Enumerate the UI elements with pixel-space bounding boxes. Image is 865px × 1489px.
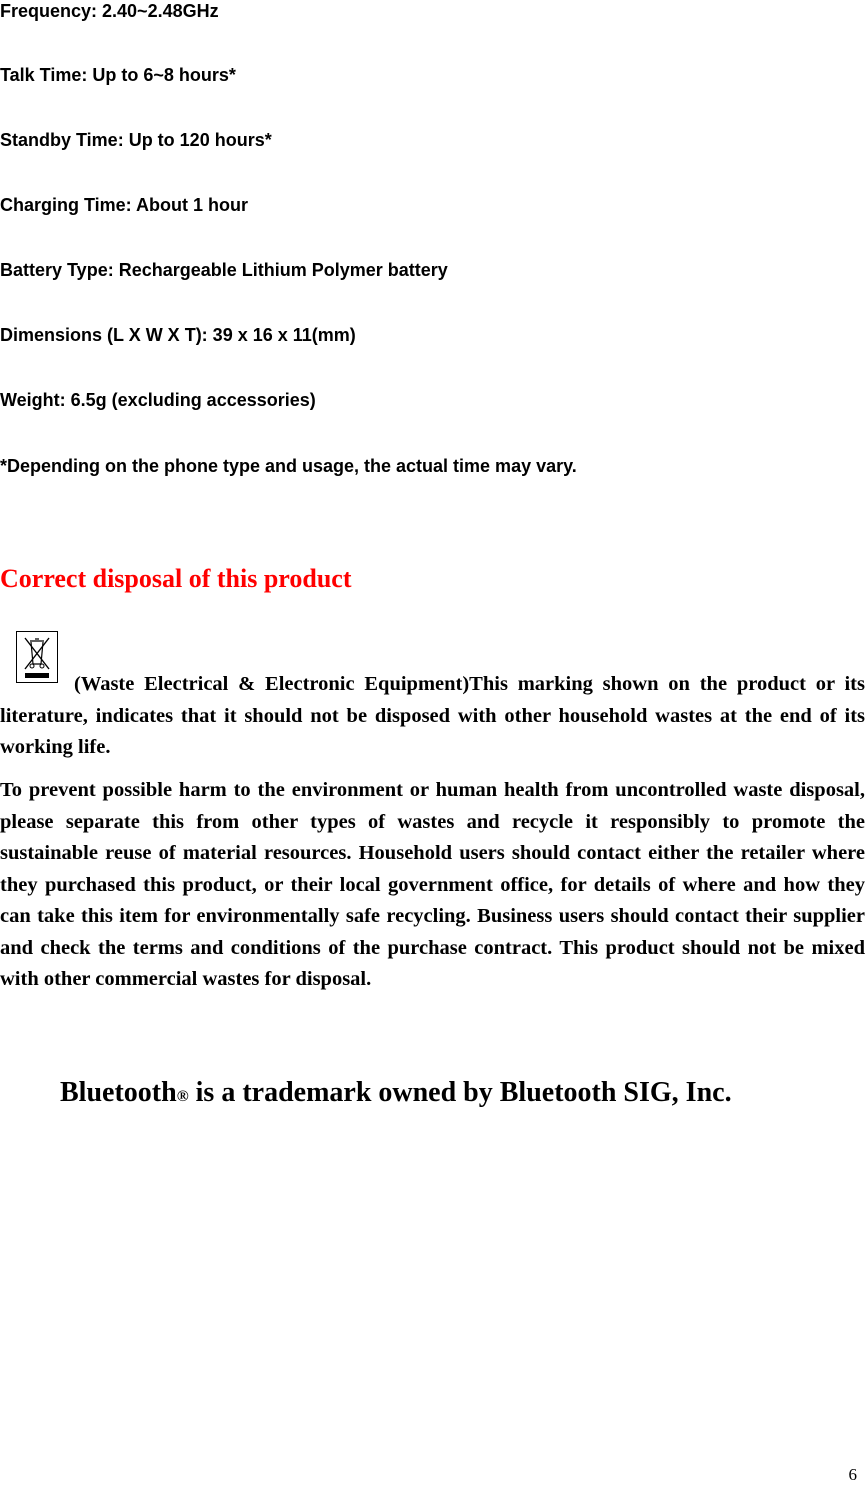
weee-paragraph xyxy=(0,669,865,764)
disposal-heading: Correct disposal of this product xyxy=(0,564,352,593)
spec-dimensions: Dimensions (L X W X T): 39 x 16 x 11(mm) xyxy=(0,325,356,345)
spec-charging-time: Charging Time: About 1 hour xyxy=(0,195,248,215)
trademark-notice xyxy=(60,1076,732,1114)
page-number: 6 xyxy=(848,1465,857,1484)
spec-footnote: *Depending on the phone type and usage, the actual time may vary. xyxy=(0,456,577,476)
spec-battery-type: Battery Type: Rechargeable Lithium Polymer battery xyxy=(0,260,448,280)
spec-standby-time: Standby Time: Up to 120 hours* xyxy=(0,130,272,150)
trademark-brand: Bluetooth xyxy=(60,1077,177,1108)
spec-talk-time: Talk Time: Up to 6~8 hours* xyxy=(0,65,236,85)
registered-mark: ® xyxy=(176,1088,189,1105)
weee-paragraph-text: (Waste Electrical & Electronic Equipment)This marking shown on the product or its literature, indicates that it should not be disposed with other household wastes at the end of its working life. xyxy=(0,673,865,758)
trademark-text: is a trademark owned by Bluetooth SIG, Inc. xyxy=(188,1077,732,1108)
disposal-paragraph: To prevent possible harm to the environment or human health from uncontrolled waste disposal, please separate this from other types of wastes and recycle it responsibly to promote the sustainable reuse of material resources. Household users should contact either the retailer where they purchased this product, or their local government office, for details of where and how they can take this item for environmentally safe recycling. Business users should contact their supplier and check the terms and conditions of the purchase contract. This product should not be mixed with other commercial wastes for disposal. xyxy=(0,779,865,990)
spec-weight: Weight: 6.5g (excluding accessories) xyxy=(0,390,316,410)
spec-frequency: Frequency: 2.40~2.48GHz xyxy=(0,1,219,21)
